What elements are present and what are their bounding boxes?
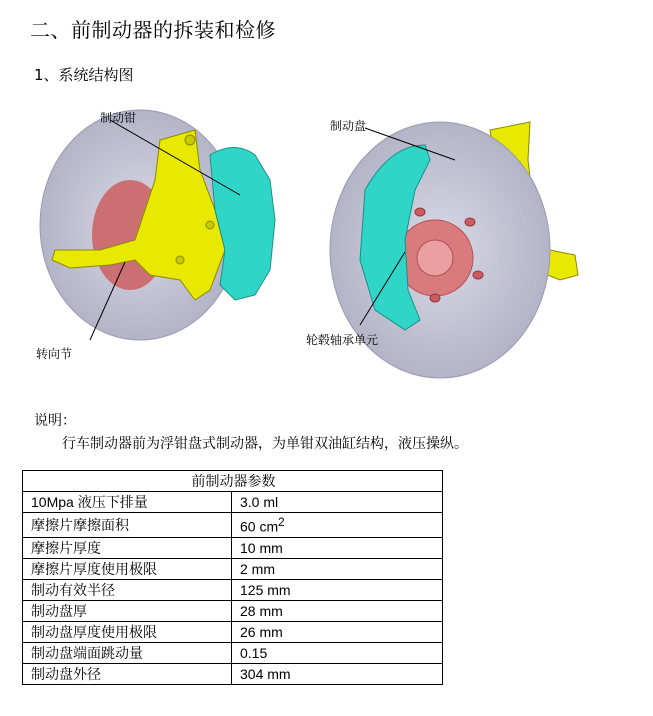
param-value: 2 mm [232, 558, 443, 579]
brake-parameters-table [22, 470, 443, 685]
section-title: 二、前制动器的拆装和检修 [30, 18, 276, 42]
param-value-text: 60 cm [240, 518, 279, 535]
label-knuckle: 转向节 [36, 347, 73, 361]
param-value: 0.15 [232, 642, 443, 663]
label-caliper: 制动钳 [100, 111, 137, 125]
param-name: 摩擦片摩擦面积 [23, 513, 232, 538]
param-name: 制动盘厚度使用极限 [23, 621, 232, 642]
param-value: 28 mm [232, 600, 443, 621]
param-name: 摩擦片厚度 [23, 537, 232, 558]
param-name: 10Mpa 液压下排量 [23, 492, 232, 513]
param-value: 3.0 ml [232, 492, 443, 513]
right-assembly [306, 118, 578, 378]
table-row [23, 558, 443, 579]
knuckle-bolt [206, 221, 214, 229]
param-name: 制动盘厚 [23, 600, 232, 621]
param-value: 304 mm [232, 663, 443, 684]
param-name: 制动有效半径 [23, 579, 232, 600]
table-row [23, 621, 443, 642]
table-header-row [23, 471, 443, 492]
knuckle-bolt [185, 135, 195, 145]
label-hub-bearing: 轮毂轴承单元 [306, 333, 379, 347]
param-name: 制动盘外径 [23, 663, 232, 684]
right-hub-center [417, 240, 453, 276]
note-text: 行车制动器前为浮钳盘式制动器，为单钳双油缸结构，液压操纵。 [62, 436, 468, 452]
table-header: 前制动器参数 [23, 471, 443, 492]
table-row [23, 663, 443, 684]
param-name: 制动盘端面跳动量 [23, 642, 232, 663]
table-row [23, 600, 443, 621]
param-value: 10 mm [232, 537, 443, 558]
table-row [23, 513, 443, 538]
table-row [23, 579, 443, 600]
table-row [23, 492, 443, 513]
table-row [23, 537, 443, 558]
knuckle-bolt [176, 256, 184, 264]
param-value: 125 mm [232, 579, 443, 600]
param-name: 摩擦片厚度使用极限 [23, 558, 232, 579]
label-disc: 制动盘 [330, 119, 367, 133]
note-title: 说明： [34, 413, 76, 429]
brake-system-diagram [30, 100, 590, 390]
subsection-title: 1、系统结构图 [34, 66, 134, 84]
param-value: 26 mm [232, 621, 443, 642]
param-value [232, 513, 443, 538]
left-assembly [36, 110, 275, 361]
param-value-superscript: 2 [278, 516, 285, 529]
table-row [23, 642, 443, 663]
